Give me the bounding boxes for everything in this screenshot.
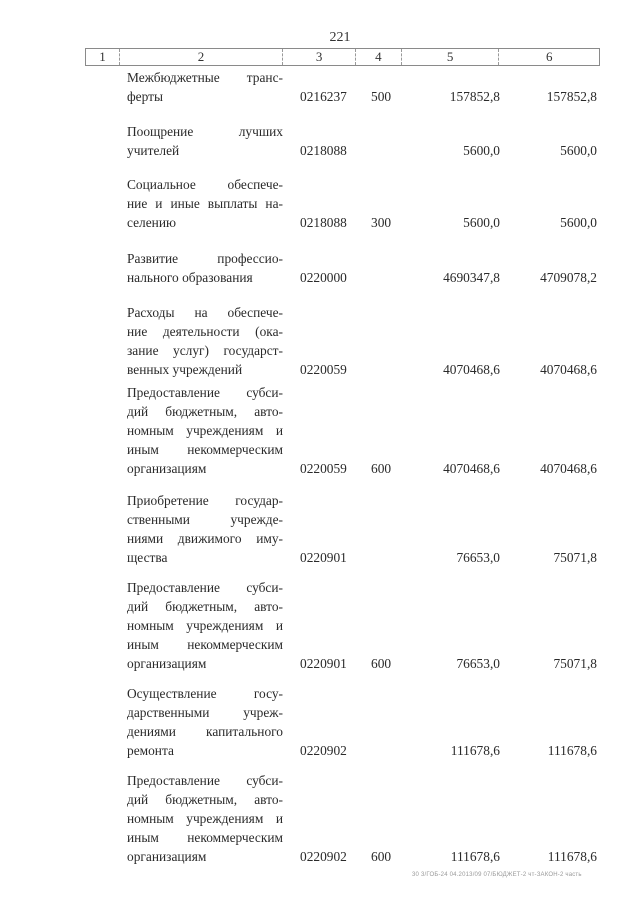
row-amount-col5: 76653,0 [456, 656, 500, 671]
row-code: 0218088 [300, 215, 347, 230]
page-number: 221 [329, 30, 351, 45]
description-line: дий бюджетным, авто- [127, 404, 283, 419]
row-amount-col6: 5600,0 [560, 215, 597, 230]
header-col-6: 6 [545, 49, 553, 64]
table-row [127, 491, 597, 567]
description-line: зание услуг) государст- [127, 343, 283, 358]
description-line: ремонта [127, 743, 174, 758]
description-line: организациям [127, 461, 207, 476]
header-col-3: 3 [283, 49, 356, 65]
description-line: ственными учрежде- [127, 512, 283, 527]
row-description [127, 68, 283, 106]
row-description [127, 771, 283, 866]
row-amount-col6: 4070468,6 [540, 362, 597, 377]
row-description [127, 491, 283, 567]
row-amount-col6: 157852,8 [546, 89, 597, 104]
description-line: венных учреждений [127, 362, 243, 377]
row-code: 0220059 [300, 362, 347, 377]
row-description [127, 175, 283, 232]
table-row [127, 249, 597, 287]
description-line: ферты [127, 89, 163, 104]
row-description [127, 122, 283, 160]
description-line: номным учреждениям и [127, 811, 283, 826]
header-col-4: 4 [356, 49, 402, 65]
row-code: 0218088 [300, 143, 347, 158]
table-row [127, 303, 597, 379]
row-amount-col6: 111678,6 [547, 743, 597, 758]
row-code: 0220902 [300, 849, 347, 864]
row-description [127, 578, 283, 673]
description-line: Расходы на обеспече- [127, 305, 283, 320]
description-line: организациям [127, 849, 207, 864]
header-col-1: 1 [86, 49, 120, 65]
row-expense-type: 600 [371, 656, 392, 671]
description-line: Социальное обеспече- [127, 177, 283, 192]
description-line: Осуществление госу- [127, 686, 283, 701]
row-amount-col6: 4709078,2 [540, 270, 597, 285]
row-amount-col5: 111678,6 [450, 849, 500, 864]
document-footer: 30 3/ГОБ-24 04.2013/09 07/БЮДЖЕТ-2 чт-ЗАКОН-2 часть [412, 872, 582, 878]
description-line: Предоставление субси- [127, 580, 283, 595]
row-amount-col6: 5600,0 [560, 143, 597, 158]
row-amount-col5: 5600,0 [463, 143, 500, 158]
row-amount-col5: 76653,0 [456, 550, 500, 565]
row-expense-type: 300 [371, 215, 392, 230]
header-col-5: 5 [402, 49, 500, 65]
row-description [127, 684, 283, 760]
description-line: дениями капитального [127, 724, 283, 739]
row-amount-col5: 5600,0 [463, 215, 500, 230]
description-line: дий бюджетным, авто- [127, 792, 283, 807]
row-amount-col6: 75071,8 [553, 550, 597, 565]
row-code: 0220901 [300, 550, 347, 565]
row-description [127, 303, 283, 379]
description-line: ниями движимого иму- [127, 531, 283, 546]
description-line: Поощрение лучших [127, 124, 283, 139]
row-amount-col6: 75071,8 [553, 656, 597, 671]
row-code: 0220059 [300, 461, 347, 476]
row-amount-col5: 4690347,8 [443, 270, 500, 285]
table-header [85, 48, 600, 66]
description-line: Предоставление субси- [127, 385, 283, 400]
description-line: Приобретение государ- [127, 493, 283, 508]
row-expense-type: 600 [371, 849, 392, 864]
table-row [127, 122, 597, 160]
description-line: номным учреждениям и [127, 618, 283, 633]
description-line: ние и иные выплаты на- [127, 196, 283, 211]
description-line: номным учреждениям и [127, 423, 283, 438]
row-amount-col5: 4070468,6 [443, 362, 500, 377]
description-line: Предоставление субси- [127, 773, 283, 788]
table-row [127, 383, 597, 478]
table-row [127, 68, 597, 106]
description-line: иным некоммерческим [127, 637, 283, 652]
description-line: нального образования [127, 270, 253, 285]
description-line: иным некоммерческим [127, 830, 283, 845]
row-code: 0220000 [300, 270, 347, 285]
row-expense-type: 600 [371, 461, 392, 476]
header-col-2: 2 [120, 49, 283, 65]
description-line: Межбюджетные транс- [127, 70, 283, 85]
row-amount-col5: 111678,6 [450, 743, 500, 758]
table-row [127, 684, 597, 760]
row-expense-type: 500 [371, 89, 392, 104]
row-description [127, 383, 283, 478]
table-row [127, 578, 597, 673]
description-line: организациям [127, 656, 207, 671]
row-amount-col5: 157852,8 [449, 89, 500, 104]
description-line: щества [127, 550, 168, 565]
description-line: дий бюджетным, авто- [127, 599, 283, 614]
row-description [127, 249, 283, 287]
row-code: 0220901 [300, 656, 347, 671]
row-amount-col6: 4070468,6 [540, 461, 597, 476]
table-row [127, 771, 597, 866]
description-line: иным некоммерческим [127, 442, 283, 457]
row-amount-col5: 4070468,6 [443, 461, 500, 476]
description-line: Развитие профессио- [127, 251, 283, 266]
row-code: 0220902 [300, 743, 347, 758]
table-row [127, 175, 597, 232]
description-line: селению [127, 215, 177, 230]
description-line: учителей [127, 143, 180, 158]
row-amount-col6: 111678,6 [547, 849, 597, 864]
description-line: дарственными учреж- [127, 705, 283, 720]
row-code: 0216237 [300, 89, 347, 104]
description-line: ние деятельности (ока- [127, 324, 283, 339]
